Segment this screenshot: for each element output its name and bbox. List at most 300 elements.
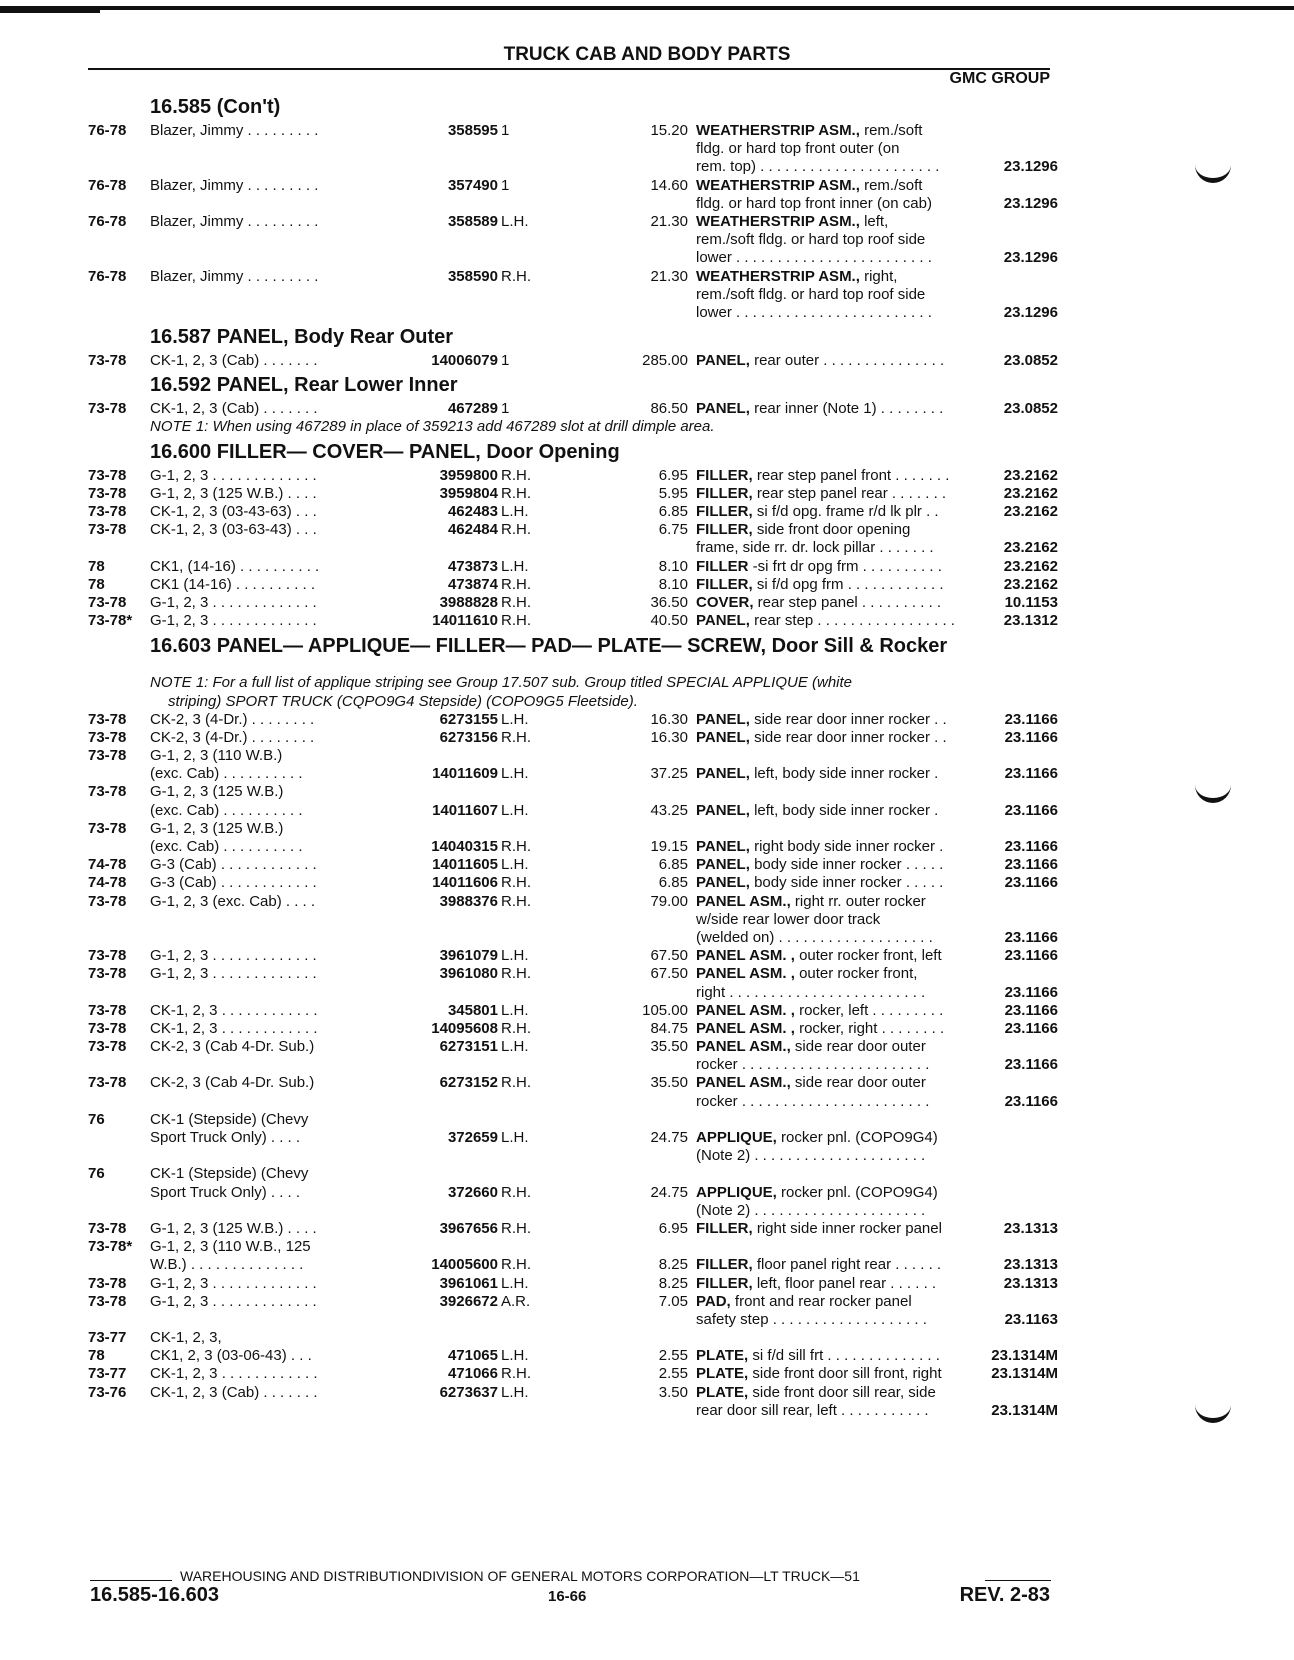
description [696, 352, 944, 370]
model-years: 76-78 [88, 267, 127, 285]
group-number: 23.1166 [1004, 710, 1058, 728]
part-row [88, 1002, 1058, 1020]
title-rule [88, 68, 1050, 70]
description-text: side front door opening [752, 521, 911, 539]
note-text: NOTE 1: When using 467289 in place of 359213 add 467289 slot at drill dimple area. [150, 418, 715, 436]
part-row [88, 765, 1058, 783]
part-row [88, 1202, 1058, 1220]
model: G-1, 2, 3 . . . . . . . . . . . . . [150, 612, 317, 630]
part-number: 3967656 [439, 1219, 498, 1237]
description-text: front and rear rocker panel [730, 1292, 912, 1310]
part-row [88, 177, 1058, 195]
group-number: 23.1166 [1004, 928, 1058, 946]
description-text: outer rocker front, left [794, 947, 942, 965]
model-years: 73-77 [88, 1329, 127, 1347]
price: 16.30 [650, 728, 688, 746]
description-keyword: COVER, [696, 593, 754, 611]
description-text: right side inner rocker panel [752, 1219, 942, 1237]
description [696, 893, 926, 911]
description-text: rear inner (Note 1) . . . . . . . . [749, 400, 944, 418]
part-row [88, 467, 1058, 485]
description-keyword: WEATHERSTRIP ASM., [696, 212, 860, 230]
description-keyword: PANEL, [696, 352, 750, 370]
binder-hole-mark [1195, 780, 1231, 803]
group-label: GMC GROUP [949, 70, 1050, 87]
note [88, 674, 1058, 692]
side-qty: R.H. [501, 521, 531, 539]
group-number: 23.1166 [1004, 765, 1058, 783]
side-qty: L.H. [501, 1129, 529, 1146]
part-row [88, 1093, 1058, 1111]
description-text: lower . . . . . . . . . . . . . . . . . . . . . . . . [696, 249, 932, 267]
part-number: 357490 [447, 176, 498, 194]
description-keyword: PANEL, [696, 765, 750, 783]
description [696, 1311, 927, 1329]
part-number: 3961079 [439, 947, 498, 965]
side-qty: L.H. [501, 710, 529, 728]
group-number: 23.1166 [1004, 947, 1058, 965]
side-qty: 1 [501, 176, 510, 194]
group-number: 23.1166 [1004, 1001, 1058, 1019]
part-row [88, 783, 1058, 801]
model: CK-1, 2, 3 (Cab) . . . . . . . [150, 1383, 318, 1401]
price: 67.50 [650, 947, 688, 965]
side-qty: L.H. [501, 765, 529, 783]
part-row [88, 1184, 1058, 1202]
description-text: rocker . . . . . . . . . . . . . . . . . . . . . . . [696, 1056, 930, 1074]
part-number: 462484 [447, 521, 498, 539]
part-number: 6273152 [439, 1074, 498, 1092]
description-text: fldg. or hard top front inner (on cab) [696, 194, 932, 212]
part-row [88, 268, 1058, 286]
model: G-3 (Cab) . . . . . . . . . . . . [150, 856, 317, 874]
price: 7.05 [658, 1292, 688, 1310]
description-keyword: FILLER, [696, 575, 753, 593]
price: 8.10 [658, 557, 688, 575]
part-number: 372660 [447, 1183, 498, 1201]
model: (exc. Cab) . . . . . . . . . . [150, 801, 303, 819]
price: 43.25 [650, 801, 688, 819]
group-number: 23.1166 [1004, 838, 1058, 855]
group-number: 23.1313 [1003, 1274, 1058, 1292]
note-text: striping) SPORT TRUCK (CQPO9G4 Stepside) (COPO9G5 Fleetside). [168, 692, 638, 710]
model: G-1, 2, 3 . . . . . . . . . . . . . [150, 593, 317, 611]
description [696, 856, 943, 874]
side-qty: R.H. [501, 593, 531, 611]
description-text: left, body side inner rocker . [749, 765, 939, 783]
side-qty: 1 [501, 122, 510, 139]
description-keyword: PANEL ASM., [696, 1038, 791, 1056]
part-number: 14011606 [432, 874, 498, 892]
model-years: 78 [88, 575, 105, 593]
part-row [88, 1311, 1058, 1329]
part-number: 14011605 [432, 856, 498, 874]
side-qty: L.H. [501, 1347, 529, 1365]
part-row [88, 352, 1058, 370]
description [696, 1275, 936, 1293]
side-qty: R.H. [501, 612, 531, 630]
group-number: 10.1153 [1004, 593, 1058, 611]
part-number: 14011607 [432, 801, 498, 819]
model-years: 73-77 [88, 1365, 127, 1383]
part-row [88, 911, 1058, 929]
model-years: 73-78 [88, 400, 127, 418]
description-keyword: FILLER [696, 557, 749, 575]
model: G-1, 2, 3 (exc. Cab) . . . . [150, 892, 316, 910]
part-row [88, 856, 1058, 874]
description-text: rem./soft [859, 176, 923, 194]
model: G-1, 2, 3 (110 W.B.) [150, 747, 283, 765]
description-text: fldg. or hard top front outer (on [696, 140, 900, 158]
part-row [88, 1256, 1058, 1274]
description-text: rocker pnl. (COPO9G4) [776, 1129, 938, 1146]
description-keyword: PLATE, [696, 1383, 749, 1401]
price: 285.00 [642, 352, 688, 370]
description [696, 911, 880, 929]
description-text: floor panel right rear . . . . . . [752, 1256, 942, 1274]
description-keyword: PANEL, [696, 801, 750, 819]
group-number: 23.2162 [1003, 484, 1058, 502]
description-text: side front door sill rear, side [748, 1383, 936, 1401]
description-text: (Note 2) . . . . . . . . . . . . . . . . . . . . . [696, 1147, 926, 1165]
part-number: 6273155 [439, 710, 498, 728]
part-row [88, 984, 1058, 1002]
section-heading-text: 16.600 FILLER— COVER— PANEL, Door Opening [150, 440, 620, 463]
part-row [88, 1347, 1058, 1365]
part-number: 471066 [447, 1365, 498, 1383]
description-keyword: PANEL, [696, 728, 750, 746]
part-row [88, 1056, 1058, 1074]
model: CK-2, 3 (Cab 4-Dr. Sub.) [150, 1038, 315, 1056]
price: 86.50 [650, 400, 688, 418]
model-years: 73-78 [88, 352, 127, 370]
part-number: 3926672 [439, 1292, 498, 1310]
model-years: 73-78 [88, 892, 127, 910]
model-years: 76 [88, 1165, 105, 1183]
description [696, 576, 944, 594]
description-keyword: WEATHERSTRIP ASM., [696, 267, 860, 285]
side-qty: L.H. [501, 947, 529, 965]
model-years: 73-78 [88, 947, 127, 965]
description [696, 304, 932, 322]
description-keyword: FILLER, [696, 1219, 753, 1237]
section-heading [88, 370, 1058, 400]
description [696, 1184, 938, 1202]
description-keyword: PANEL, [696, 874, 750, 892]
price: 8.25 [658, 1256, 688, 1274]
price: 6.85 [658, 503, 688, 520]
description [696, 1365, 942, 1383]
top-border [0, 6, 1294, 10]
description-text: right body side inner rocker . [749, 838, 944, 855]
part-row [88, 874, 1058, 892]
side-qty: L.H. [501, 1383, 529, 1401]
description [696, 213, 888, 231]
part-number: 14095608 [431, 1019, 498, 1037]
description [696, 195, 932, 213]
model: CK-2, 3 (4-Dr.) . . . . . . . . [150, 728, 315, 746]
group-number: 23.0852 [1003, 400, 1058, 418]
side-qty: L.H. [501, 557, 529, 575]
price: 105.00 [642, 1001, 688, 1019]
description-keyword: PANEL ASM., [696, 1074, 791, 1092]
price: 6.95 [658, 1219, 688, 1237]
revision: REV. 2-83 [959, 1584, 1050, 1606]
model: Blazer, Jimmy . . . . . . . . . [150, 176, 319, 194]
section-heading [88, 437, 1058, 467]
side-qty: L.H. [501, 801, 529, 819]
model: CK1, (14-16) . . . . . . . . . . [150, 557, 320, 575]
model: CK-1, 2, 3 (Cab) . . . . . . . [150, 400, 318, 418]
model: CK-2, 3 (Cab 4-Dr. Sub.) [150, 1074, 315, 1092]
model-years: 73-78 [88, 466, 127, 484]
model-years: 73-78* [88, 612, 133, 630]
model-years: 78 [88, 557, 105, 575]
description [696, 1002, 943, 1020]
description [696, 929, 933, 947]
description-text: side rear door outer [790, 1074, 926, 1092]
model-years: 73-78 [88, 1019, 127, 1037]
model-years: 73-78 [88, 1001, 127, 1019]
part-row [88, 729, 1058, 747]
model: G-1, 2, 3 . . . . . . . . . . . . . [150, 1292, 317, 1310]
part-row [88, 1365, 1058, 1383]
description [696, 177, 922, 195]
model-years: 73-78 [88, 747, 127, 765]
model: CK-1, 2, 3 (03-63-43) . . . [150, 521, 317, 539]
description-keyword: WEATHERSTRIP ASM., [696, 122, 860, 139]
part-row [88, 140, 1058, 158]
footer-text: WAREHOUSING AND DISTRIBUTIONDIVISION OF GENERAL MOTORS CORPORATION—LT TRUCK—51 [180, 1568, 860, 1584]
model: G-1, 2, 3 . . . . . . . . . . . . . [150, 965, 317, 983]
group-number: 23.1163 [1004, 1310, 1058, 1328]
part-number: 6273637 [439, 1383, 498, 1401]
model: G-1, 2, 3 . . . . . . . . . . . . . [150, 466, 317, 484]
part-number: 14040315 [431, 838, 498, 855]
group-number: 23.1166 [1004, 1056, 1058, 1074]
model: CK-1, 2, 3 . . . . . . . . . . . . [150, 1365, 318, 1383]
model: G-1, 2, 3 (125 W.B.) . . . . [150, 484, 317, 502]
description [696, 1202, 925, 1220]
parts-list [88, 92, 1058, 1420]
model: CK-1, 2, 3 (03-43-63) . . . [150, 503, 317, 520]
group-number: 23.1314M [991, 1365, 1058, 1383]
section-heading-text: 16.603 PANEL— APPLIQUE— FILLER— PAD— PLATE— SCREW, Door Sill & Rocker [150, 635, 948, 658]
model-years: 73-78 [88, 819, 127, 837]
part-row [88, 558, 1058, 576]
model: Blazer, Jimmy . . . . . . . . . [150, 122, 319, 139]
price: 40.50 [650, 612, 688, 630]
model-years: 73-76 [88, 1383, 127, 1401]
section-heading [88, 322, 1058, 352]
description-keyword: PANEL ASM., [696, 892, 791, 910]
description-text: left, body side inner rocker . [749, 801, 939, 819]
part-row [88, 820, 1058, 838]
part-number: 471065 [447, 1347, 498, 1365]
part-row [88, 249, 1058, 267]
side-qty: L.H. [501, 503, 529, 520]
description-text: side rear door inner rocker . . [749, 710, 947, 728]
side-qty: R.H. [501, 1183, 531, 1201]
group-number: 23.0852 [1003, 352, 1058, 370]
description [696, 521, 910, 539]
price: 5.95 [658, 484, 688, 502]
side-qty: R.H. [501, 1219, 531, 1237]
part-row [88, 1275, 1058, 1293]
side-qty: 1 [501, 400, 510, 418]
price: 6.85 [658, 856, 688, 874]
part-number: 467289 [447, 400, 498, 418]
part-row [88, 1402, 1058, 1420]
part-row [88, 802, 1058, 820]
model: Blazer, Jimmy . . . . . . . . . [150, 212, 319, 230]
model: G-1, 2, 3 (125 W.B.) [150, 783, 284, 801]
description [696, 122, 922, 140]
part-number: 345801 [447, 1001, 498, 1019]
description [696, 1020, 944, 1038]
description [696, 1147, 925, 1165]
side-qty: 1 [501, 352, 510, 370]
model-years: 73-78 [88, 1038, 127, 1056]
description-keyword: APPLIQUE, [696, 1129, 777, 1146]
model: CK-1, 2, 3 . . . . . . . . . . . . [150, 1019, 318, 1037]
price: 19.15 [650, 838, 688, 855]
section-heading-text: 16.592 PANEL, Rear Lower Inner [150, 374, 458, 397]
description-text: rem. top) . . . . . . . . . . . . . . . . . . . . . . [696, 158, 940, 176]
part-number: 14011610 [432, 612, 498, 630]
price: 6.95 [658, 466, 688, 484]
description-keyword: FILLER, [696, 503, 753, 520]
note [88, 693, 1058, 711]
description-text: (Note 2) . . . . . . . . . . . . . . . . . . . . . [696, 1201, 926, 1219]
description-text: body side inner rocker . . . . . [749, 874, 944, 892]
note-text: NOTE 1: For a full list of applique striping see Group 17.507 sub. Group titled SPECIAL APPLIQUE (white [150, 674, 853, 692]
section-heading-text: 16.585 (Con't) [150, 96, 281, 118]
price: 84.75 [650, 1019, 688, 1037]
model: G-1, 2, 3 . . . . . . . . . . . . . [150, 1274, 317, 1292]
model-years: 76-78 [88, 212, 127, 230]
description-text: outer rocker front, [794, 965, 918, 983]
model: CK-2, 3 (4-Dr.) . . . . . . . . [150, 710, 315, 728]
group-number: 23.1166 [1004, 1019, 1058, 1037]
part-row [88, 576, 1058, 594]
group-number: 23.1296 [1003, 249, 1058, 267]
model-years: 76-78 [88, 176, 127, 194]
side-qty: R.H. [501, 892, 531, 910]
description-text: rear step panel . . . . . . . . . . [753, 593, 942, 611]
model-years: 73-78 [88, 1274, 127, 1292]
price: 79.00 [650, 892, 688, 910]
description-keyword: FILLER, [696, 484, 753, 502]
model-years: 73-78 [88, 1074, 127, 1092]
description [696, 838, 943, 856]
description [696, 1347, 940, 1365]
side-qty: R.H. [501, 484, 531, 502]
model-years: 78 [88, 1347, 105, 1365]
description-text: safety step . . . . . . . . . . . . . . . . . . . [696, 1310, 927, 1328]
group-number: 23.1296 [1003, 158, 1058, 176]
description-keyword: PANEL, [696, 710, 750, 728]
description [696, 286, 925, 304]
group-number: 23.2162 [1003, 539, 1058, 557]
model-years: 74-78 [88, 856, 127, 874]
part-number: 473873 [447, 557, 498, 575]
model: G-1, 2, 3 (125 W.B.) . . . . [150, 1219, 317, 1237]
model-years: 73-78 [88, 1292, 127, 1310]
price: 24.75 [650, 1183, 688, 1201]
model-years: 73-78 [88, 503, 127, 520]
part-row [88, 929, 1058, 947]
description-text: side rear door outer [790, 1038, 926, 1056]
description-keyword: PANEL, [696, 612, 750, 630]
part-row [88, 231, 1058, 249]
side-qty: L.H. [501, 1274, 529, 1292]
model-years: 73-78 [88, 728, 127, 746]
side-qty: R.H. [501, 1019, 531, 1037]
description-text: si f/d opg. frame r/d lk plr . . [752, 503, 939, 520]
model-years: 73-78 [88, 783, 127, 801]
description-text: si f/d sill frt . . . . . . . . . . . . . . [748, 1347, 940, 1365]
model-years: 73-78 [88, 521, 127, 539]
model: G-1, 2, 3 (125 W.B.) [150, 819, 284, 837]
description [696, 1074, 926, 1092]
model: (exc. Cab) . . . . . . . . . . [150, 765, 303, 783]
group-number: 23.2162 [1003, 466, 1058, 484]
model: CK-1, 2, 3 (Cab) . . . . . . . [150, 352, 318, 370]
group-number: 23.1166 [1004, 983, 1058, 1001]
side-qty: R.H. [501, 728, 531, 746]
part-row [88, 539, 1058, 557]
description-text: right, [859, 267, 898, 285]
description [696, 1402, 929, 1420]
part-row [88, 1220, 1058, 1238]
model: G-1, 2, 3 (110 W.B., 125 [150, 1238, 311, 1256]
part-number: 3961080 [439, 965, 498, 983]
side-qty: R.H. [501, 466, 531, 484]
group-number: 23.1166 [1004, 801, 1058, 819]
part-number: 14006079 [431, 352, 498, 370]
model-years: 76-78 [88, 122, 127, 139]
part-number: 6273156 [439, 728, 498, 746]
part-row [88, 158, 1058, 176]
description-keyword: PAD, [696, 1292, 731, 1310]
part-row [88, 1147, 1058, 1165]
part-row [88, 893, 1058, 911]
description [696, 539, 934, 557]
description [696, 268, 897, 286]
model: W.B.) . . . . . . . . . . . . . . [150, 1256, 304, 1274]
description [696, 1038, 926, 1056]
description-text: lower . . . . . . . . . . . . . . . . . . . . . . . . [696, 303, 932, 321]
description [696, 231, 925, 249]
group-number: 23.1166 [1004, 1092, 1058, 1110]
model-years: 73-78 [88, 1219, 127, 1237]
model: CK-1 (Stepside) (Chevy [150, 1110, 309, 1128]
description-text: left, [859, 212, 889, 230]
section-heading [88, 630, 1058, 674]
description-keyword: APPLIQUE, [696, 1183, 777, 1201]
footer-rule [90, 1580, 172, 1581]
side-qty: L.H. [501, 1038, 529, 1056]
model-years: 73-78 [88, 484, 127, 502]
part-row [88, 838, 1058, 856]
binder-hole-mark [1195, 1400, 1231, 1423]
price: 16.30 [650, 710, 688, 728]
price: 3.50 [658, 1383, 688, 1401]
price: 15.20 [650, 122, 688, 139]
model-years: 74-78 [88, 874, 127, 892]
part-row [88, 965, 1058, 983]
